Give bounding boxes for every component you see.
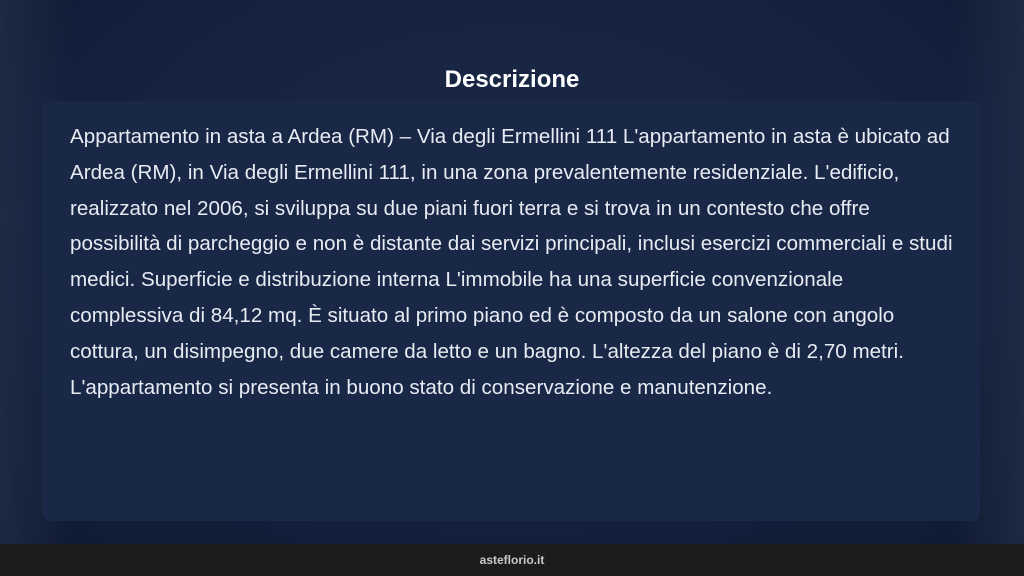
footer-bar [0, 544, 1024, 576]
description-text: Appartamento in asta a Ardea (RM) – Via degli Ermellini 111 L'appartamento in asta è ubicato ad Ardea (RM), in Via degli Ermellini 111, in una zona prevalentemente residenziale. L'edificio, realizzato nel 2006, si sviluppa su due piani fuori terra e si trova in un contesto che offre possibilità di parcheggio e non è distante dai servizi principali, inclusi esercizi commerciali e studi medici. Superficie e distribuzione interna L'immobile ha una superficie convenzionale complessiva di 84,12 mq. È situato al primo piano ed è composto da un salone con angolo cottura, un disimpegno, due camere da letto e un bagno. L'altezza del piano è di 2,70 metri. L'appartamento si presenta in buono stato di conservazione e manutenzione. [70, 125, 953, 399]
page-title: Descrizione [444, 66, 580, 94]
description-card [42, 101, 980, 521]
footer-brand: asteflorio.it [479, 553, 545, 567]
